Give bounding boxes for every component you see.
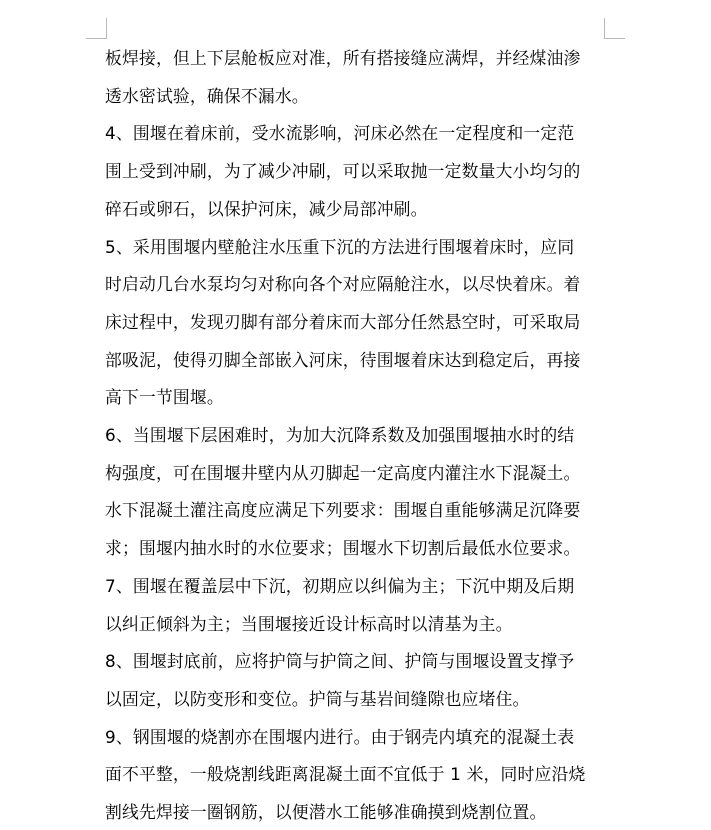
text-line: 构强度，可在围堰井壁内从刃脚起一定高度内灌注水下混凝土。	[105, 462, 581, 483]
text-line: 碎石或卵石，以保护河床，减少局部冲刷。	[105, 198, 428, 219]
crop-mark-top-left	[86, 18, 107, 39]
paragraph-item-5	[105, 229, 605, 418]
paragraph-item-9	[105, 719, 605, 830]
text-line: 水下混凝土灌注高度应满足下列要求：围堰自重能够满足沉降要	[105, 500, 581, 521]
paragraph-item-4	[105, 115, 605, 228]
text-line: 以纠正倾斜为主；当围堰接近设计标高时以清基为主。	[105, 613, 513, 634]
text-line: 时启动几台水泵均匀对称向各个对应隔舱注水，以尽快着床。着	[105, 274, 581, 295]
text-line: 割线先焊接一圈钢筋，以便潜水工能够准确摸到烧割位置。	[105, 802, 547, 823]
text-line: 求；围堰内抽水时的水位要求；围堰水下切割后最低水位要求。	[105, 538, 581, 559]
document-body[interactable]	[105, 40, 605, 830]
text-line: 6、当围堰下层困难时，为加大沉降系数及加强围堰抽水时的结	[105, 425, 575, 446]
text-line: 以固定，以防变形和变位。护筒与基岩间缝隙也应堵住。	[105, 688, 530, 709]
text-line: 高下一节围堰。	[105, 387, 224, 408]
paragraph-item-7	[105, 568, 605, 643]
text-line: 板焊接，但上下层舱板应对准，所有搭接缝应满焊，并经煤油渗	[105, 48, 581, 68]
text-line: 透水密试验，确保不漏水。	[105, 85, 309, 106]
text-line: 8、围堰封底前，应将护筒与护筒之间、护筒与围堰设置支撑予	[105, 651, 575, 672]
text-line: 9、钢围堰的烧割亦在围堰内进行。由于钢壳内填充的混凝土表	[105, 726, 575, 747]
text-line: 4、围堰在着床前，受水流影响，河床必然在一定程度和一定范	[105, 123, 575, 144]
paragraph-item-8	[105, 643, 605, 718]
text-line: 围上受到冲刷，为了减少冲刷，可以采取抛一定数量大小均匀的	[105, 161, 581, 182]
text-line: 部吸泥，使得刃脚全部嵌入河床，待围堰着床达到稳定后，再接	[105, 349, 581, 370]
text-line: 床过程中，发现刃脚有部分着床而大部分任然悬空时，可采取局	[105, 311, 581, 332]
paragraph-item-6	[105, 417, 605, 568]
text-line: 5、采用围堰内壁舱注水压重下沉的方法进行围堰着床时，应同	[105, 236, 575, 257]
paragraph-continuation	[105, 40, 605, 115]
text-line: 7、围堰在覆盖层中下沉，初期应以纠偏为主；下沉中期及后期	[105, 575, 575, 596]
text-line: 面不平整，一般烧割线距离混凝土面不宜低于 1 米，同时应沿烧	[105, 764, 586, 785]
crop-mark-top-right	[604, 18, 625, 39]
